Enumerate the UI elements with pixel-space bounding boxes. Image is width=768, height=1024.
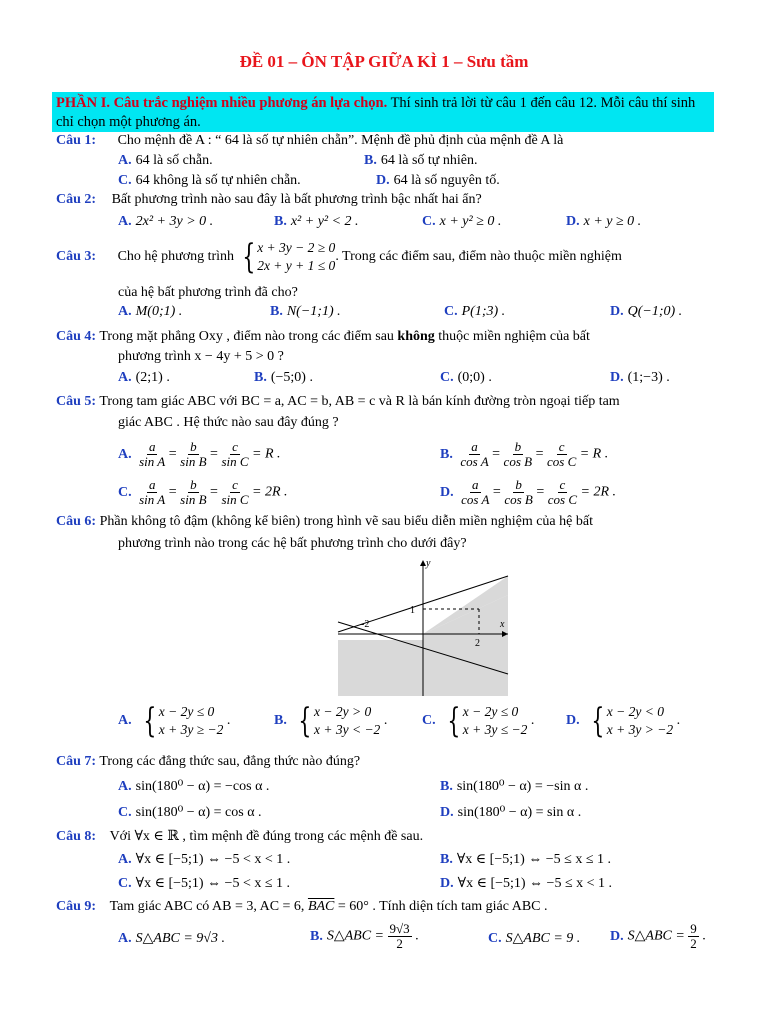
q1-option-c[interactable]: C. 64 không là số tự nhiên chẵn. (118, 173, 301, 188)
question-7 (56, 754, 360, 770)
part-heading-instruction: Thí sinh trả lời từ câu 1 đến câu 12. Mỗi câu thí sinh chỉ chọn một phương án. (56, 95, 696, 130)
q4-option-b[interactable]: B. (−5;0) . (254, 370, 313, 385)
q7-option-b[interactable]: B. sin(180⁰ − α) = −sin α . (440, 779, 589, 794)
question-3-number: Câu 3: (56, 249, 97, 265)
q2-option-b[interactable]: B. x² + y² < 2 . (274, 214, 359, 229)
q7-option-a[interactable]: A. sin(180⁰ − α) = −cos α . (118, 779, 270, 794)
question-6-text: Phần không tô đậm (không kể biên) trong hình vẽ sau biểu diễn miền nghiệm của hệ bất (99, 514, 593, 529)
question-7-number: Câu 7: (56, 754, 97, 769)
question-5 (56, 394, 620, 410)
q3-system: { x + 3y − 2 ≥ 0 2x + y + 1 ≤ 0 (241, 237, 336, 277)
question-3-continued: của hệ bất phương trình đã cho? (118, 285, 298, 300)
q6-graph (336, 556, 512, 700)
q6-option-c[interactable]: C. { x − 2y ≤ 0 x + 3y ≤ −2 . (422, 701, 535, 741)
q6-option-b[interactable]: B. { x − 2y > 0 x + 3y < −2 . (274, 701, 388, 741)
q6-tick-1: 1 (410, 605, 415, 616)
q8-option-c[interactable]: C. ∀x ∈ [−5;1) ⇔ −5 < x ≤ 1 . (118, 876, 291, 891)
question-5-text: Trong tam giác ABC với BC = a, AC = b, AB = c và R là bán kính đường tròn ngoại tiếp tam (99, 394, 620, 409)
q2-option-c[interactable]: C. x + y² ≥ 0 . (422, 214, 502, 229)
q8-option-d[interactable]: D. ∀x ∈ [−5;1) ⇔ −5 ≤ x < 1 . (440, 876, 613, 891)
q8-option-b[interactable]: B. ∀x ∈ [−5;1) ⇔ −5 ≤ x ≤ 1 . (440, 852, 612, 867)
q9-option-d[interactable]: D. S△ABC = $\frac{9}{2}$ . (610, 921, 706, 951)
q6-x-label: x (500, 619, 505, 630)
question-3: Câu 3: Cho hệ phương trình { x + 3y − 2 ≥ 0 2x + y + 1 ≤ 0 . Trong các điểm sau, điểm nào thuộc miền nghiệm (56, 237, 622, 277)
question-2 (56, 192, 482, 208)
q6-y-label: y (426, 558, 431, 569)
question-8 (56, 828, 423, 845)
question-7-text: Trong các đẳng thức sau, đẳng thức nào đúng? (99, 754, 361, 769)
question-2-text: Bất phương trình nào sau đây là bất phương trình bậc nhất hai ẩn? (111, 192, 482, 207)
q4-option-a[interactable]: A. (2;1) . (118, 370, 170, 385)
question-1-text: Cho mệnh đề A : “ 64 là số tự nhiên chẵn”. Mệnh đề phủ định của mệnh đề A là (117, 133, 564, 148)
question-6-continued: phương trình nào trong các hệ bất phương trình cho dưới đây? (118, 536, 467, 551)
question-2-number: Câu 2: (56, 192, 97, 207)
q6-tick-2: 2 (475, 638, 480, 649)
q6-option-d[interactable]: D. { x − 2y < 0 x + 3y > −2 . (566, 701, 681, 741)
q2-option-a[interactable]: A. 2x² + 3y > 0 . (118, 214, 214, 229)
q3-option-c[interactable]: C. P(1;3) . (444, 304, 506, 319)
q4-option-c[interactable]: C. (0;0) . (440, 370, 492, 385)
q5-option-d[interactable]: D. $\frac{a}{\text{cos A}}$ = $\frac{b}{\text{cos B}}$ = $\frac{c}{\text{cos C}}$ = 2R . (440, 477, 617, 507)
question-8-text: Với ∀x ∈ ℝ , tìm mệnh đề đúng trong các mệnh đề sau. (109, 829, 424, 844)
q3-option-d[interactable]: D. Q(−1;0) . (610, 304, 683, 319)
question-5-number: Câu 5: (56, 394, 97, 409)
q9-option-c[interactable]: C. S△ABC = 9 . (488, 931, 581, 946)
q6-tick-minus2: -2 (361, 619, 370, 630)
question-1 (56, 133, 563, 149)
question-9-number: Câu 9: (56, 899, 97, 914)
question-4-number: Câu 4: (56, 329, 97, 344)
q5-option-a[interactable]: A. $\frac{a}{\text{sin A}}$ = $\frac{b}{\text{sin B}}$ = $\frac{c}{\text{sin C}}$ = R . (118, 439, 281, 469)
question-6 (56, 514, 593, 530)
question-4-continued: phương trình x − 4y + 5 > 0 ? (118, 349, 284, 364)
q5-option-c[interactable]: C. $\frac{a}{\text{sin A}}$ = $\frac{b}{\text{sin B}}$ = $\frac{c}{\text{sin C}}$ = 2R . (118, 477, 288, 507)
question-9: Câu 9: Tam giác ABC có AB = 3, AC = 6, $\overline{BAC} = 60^\circ$ . Tính diện tích tam giác ABC . (56, 899, 548, 914)
question-4: Câu 4: Trong mặt phẳng Oxy , điểm nào trong các điểm sau không thuộc miền nghiệm của bất (56, 329, 590, 344)
q1-option-d[interactable]: D. 64 là số nguyên tố. (376, 173, 500, 188)
question-1-number: Câu 1: (56, 133, 97, 148)
q7-option-c[interactable]: C. sin(180⁰ − α) = cos α . (118, 805, 262, 820)
q1-option-a[interactable]: A. 64 là số chẵn. (118, 153, 213, 168)
q3-option-b[interactable]: B. N(−1;1) . (270, 304, 341, 319)
q9-option-b[interactable]: B. S△ABC = $\frac{9√3}{2}$ . (310, 921, 419, 951)
q3-option-a[interactable]: A. M(0;1) . (118, 304, 183, 319)
part-heading (56, 94, 712, 132)
question-5-continued: giác ABC . Hệ thức nào sau đây đúng ? (118, 415, 339, 430)
q6-option-a[interactable]: A. { x − 2y ≤ 0 x + 3y ≥ −2 . (118, 701, 231, 741)
question-6-number: Câu 6: (56, 514, 97, 529)
q2-option-d[interactable]: D. x + y ≥ 0 . (566, 214, 642, 229)
page-title: ĐỀ 01 – ÔN TẬP GIỮA KÌ 1 – Sưu tầm (239, 52, 529, 71)
question-8-number: Câu 8: (56, 829, 97, 844)
q9-angle: $\overline{BAC}$ (307, 899, 335, 914)
q5-option-b[interactable]: B. $\frac{a}{\text{cos A}}$ = $\frac{b}{\text{cos B}}$ = $\frac{c}{\text{cos C}}$ = R . (440, 439, 609, 469)
part-heading-title: PHẦN I. Câu trắc nghiệm nhiều phương án lựa chọn. (56, 95, 388, 111)
q8-option-a[interactable]: A. ∀x ∈ [−5;1) ⇔ −5 < x < 1 . (118, 852, 291, 867)
q7-option-d[interactable]: D. sin(180⁰ − α) = sin α . (440, 805, 582, 820)
q1-option-b[interactable]: B. 64 là số tự nhiên. (364, 153, 478, 168)
q4-option-d[interactable]: D. (1;−3) . (610, 370, 670, 385)
q9-option-a[interactable]: A. S△ABC = 9√3 . (118, 931, 225, 946)
